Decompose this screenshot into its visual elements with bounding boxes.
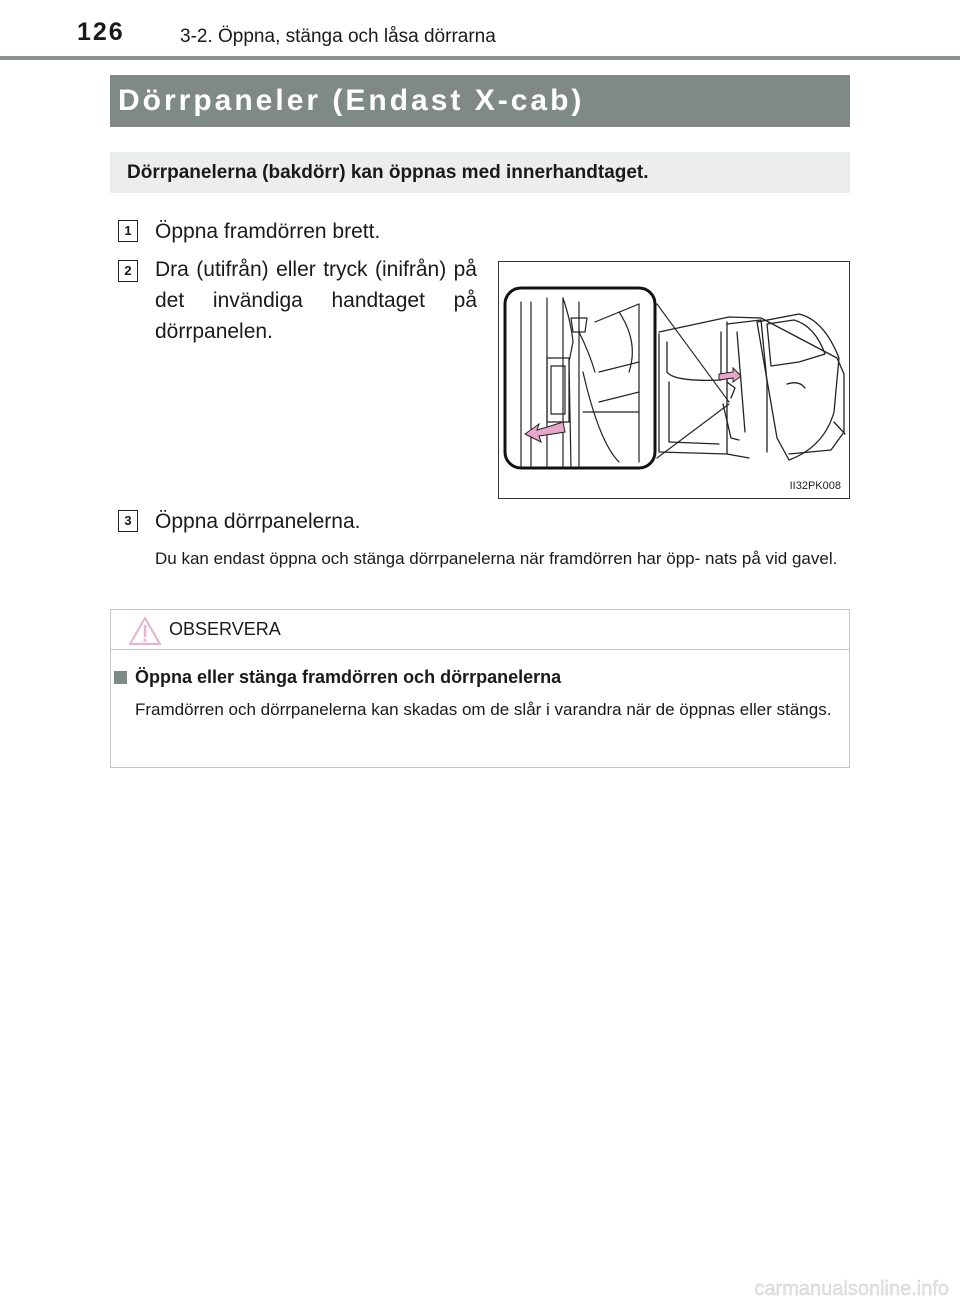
- handle-arrow-icon: [719, 368, 741, 382]
- door-illustration-drawing: [499, 262, 850, 499]
- svg-text:carmanualsonline.info: carmanualsonline.info: [754, 1278, 949, 1300]
- warning-subheading-text: Öppna eller stänga framdörren och dörrpanelerna: [135, 667, 562, 687]
- square-bullet-icon: [114, 671, 127, 684]
- warning-header: [111, 610, 849, 650]
- intro-box: Dörrpanelerna (bakdörr) kan öppnas med innerhandtaget.: [110, 152, 850, 193]
- warning-label: OBSERVERA: [169, 619, 281, 639]
- section-title: Dörrpaneler (Endast X-cab): [110, 75, 850, 127]
- step-text-3: Öppna dörrpanelerna.: [155, 510, 361, 533]
- step-number-3: 3: [118, 510, 138, 532]
- page-number: 126: [77, 18, 125, 46]
- warning-body: Framdörren och dörrpanelerna kan skadas om de slår i varandra när de öppnas eller stängs.: [135, 700, 832, 719]
- warning-triangle-icon: [128, 616, 162, 646]
- step-text-2: Dra (utifrån) eller tryck (inifrån) på det invändiga handtaget på dörrpanelen.: [155, 258, 477, 343]
- door-panel-illustration: [498, 261, 850, 499]
- step-3-note: Du kan endast öppna och stänga dörrpanelerna när framdörren har öpp- nats på vid gavel.: [155, 549, 838, 568]
- header-rule: [0, 56, 960, 60]
- step-text-1: Öppna framdörren brett.: [155, 220, 381, 243]
- step-number-2: 2: [118, 260, 138, 282]
- warning-box: [110, 609, 850, 768]
- step-number-1: 1: [118, 220, 138, 242]
- warning-subheading: [114, 667, 561, 688]
- running-header: 3-2. Öppna, stänga och låsa dörrarna: [180, 26, 496, 47]
- figure-code: II32PK008: [789, 480, 841, 492]
- watermark-logo: [660, 1277, 950, 1301]
